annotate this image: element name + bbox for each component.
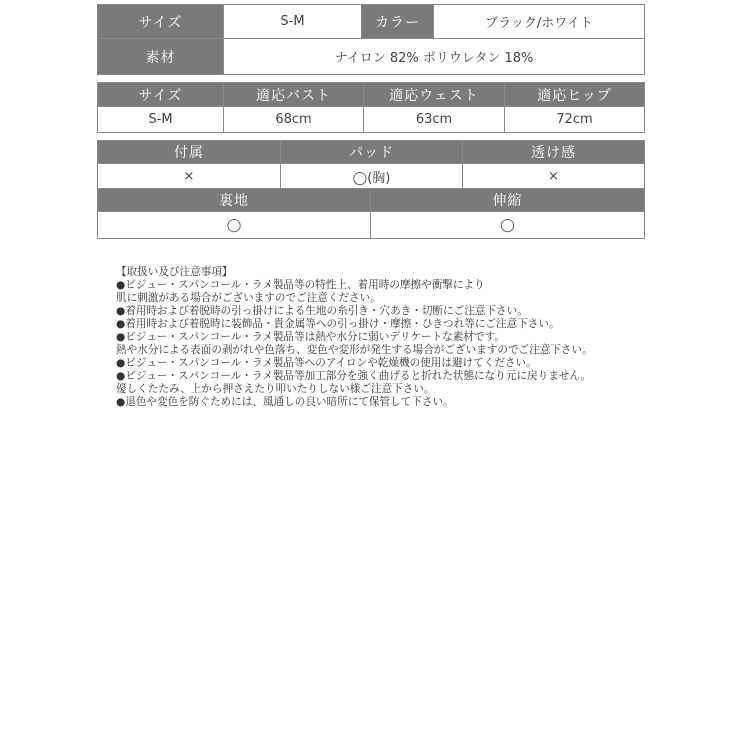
care-notes — [116, 266, 636, 409]
note-line: ●ビジュー・スパンコール・ラメ製品等へのアイロンや乾燥機の使用は避けてください。 — [116, 357, 537, 369]
header-pad: パッド — [281, 141, 463, 164]
header-hip: 適応ヒップ — [505, 83, 645, 107]
note-line: ●着用時および着脱時の引っ掛けによる生地の糸引き・穴あき・切断にご注意下さい。 — [116, 305, 528, 317]
value-size: S-M — [98, 107, 224, 133]
header-stretch: 伸縮 — [371, 189, 645, 212]
value-waist: 63cm — [364, 107, 505, 133]
notes-heading: 【取扱い及び注意事項】 — [116, 266, 233, 278]
note-line: ●ビジュー・スパンコール・ラメ製品等の特性上、着用時の摩擦や衝撃により — [116, 279, 485, 291]
value-stretch: ◯ — [371, 212, 645, 239]
value-sheerness: × — [463, 164, 645, 189]
note-line: ●退色や変色を防ぐためには、風通しの良い暗所にて保管して下さい。 — [116, 396, 454, 408]
note-line: 優しくたたみ、上から押さえたり叩いたりしない様ご注意下さい。 — [116, 383, 435, 395]
note-line: ●着用時および着脱時に装飾品・貴金属等への引っ掛け・摩擦・ひきつれ等にご注意下さい。 — [116, 318, 560, 330]
size-value: S-M — [224, 5, 362, 39]
color-label: カラー — [362, 5, 434, 39]
color-value: ブラック/ホワイト — [434, 5, 645, 39]
header-accessory: 付属 — [98, 141, 281, 164]
value-bust: 68cm — [224, 107, 364, 133]
accessory-table — [97, 140, 645, 189]
size-label: サイズ — [98, 5, 224, 39]
note-line: 熱や水分による表面の剥がれや色落ち、変色や変形が発生する場合がございますのでご注意下さい。 — [116, 344, 593, 356]
header-sheerness: 透け感 — [463, 141, 645, 164]
lining-stretch-table — [97, 188, 645, 239]
note-line: ●ビジュー・スパンコール・ラメ製品等加工部分を強く曲げると折れた状態になり元に戻りません。 — [116, 370, 592, 382]
header-waist: 適応ウェスト — [364, 83, 505, 107]
size-color-material-table — [97, 4, 645, 75]
note-line: ●ビジュー・スパンコール・ラメ製品等は熱や水分に弱いデリケートな素材です。 — [116, 331, 505, 343]
header-bust: 適応バスト — [224, 83, 364, 107]
value-lining: ◯ — [98, 212, 371, 239]
measurement-table — [97, 82, 645, 133]
value-hip: 72cm — [505, 107, 645, 133]
note-line: 肌に刺激がある場合がございますのでご注意ください。 — [116, 292, 381, 304]
header-size: サイズ — [98, 83, 224, 107]
material-value: ナイロン 82% ポリウレタン 18% — [224, 39, 645, 75]
material-label: 素材 — [98, 39, 224, 75]
value-pad: ◯(胸) — [281, 164, 463, 189]
header-lining: 裏地 — [98, 189, 371, 212]
value-accessory: × — [98, 164, 281, 189]
